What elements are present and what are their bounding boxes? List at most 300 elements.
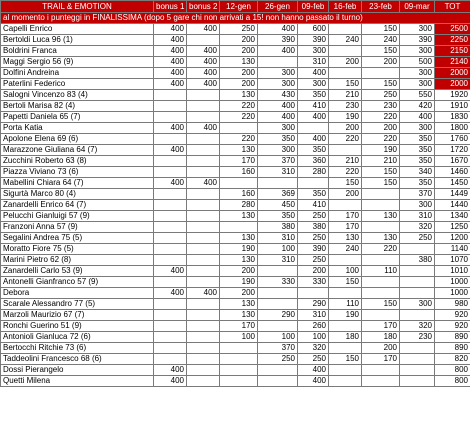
cell-bonus-1[interactable]	[154, 222, 187, 233]
cell-09-mar[interactable]	[400, 376, 435, 387]
cell-name[interactable]: Dolfini Andreina	[1, 68, 154, 79]
cell-bonus-1[interactable]	[154, 310, 187, 321]
cell-bonus-2[interactable]: 400	[187, 46, 220, 57]
cell-name[interactable]: Boldrini Franca	[1, 46, 154, 57]
cell-09-mar[interactable]: 300	[400, 24, 435, 35]
cell-tot[interactable]: 800	[435, 376, 470, 387]
cell-name[interactable]: Zucchini Roberto 63 (8)	[1, 156, 154, 167]
cell-26-gen[interactable]: 310	[258, 233, 298, 244]
cell-09-mar[interactable]: 300	[400, 46, 435, 57]
cell-23-feb[interactable]	[362, 288, 400, 299]
cell-name[interactable]: Segalini Andrea 75 (5)	[1, 233, 154, 244]
cell-09-mar[interactable]: 300	[400, 299, 435, 310]
cell-12-gen[interactable]: 200	[220, 68, 258, 79]
cell-09-mar[interactable]: 350	[400, 156, 435, 167]
cell-26-gen[interactable]: 350	[258, 211, 298, 222]
cell-26-gen[interactable]: 100	[258, 244, 298, 255]
cell-09-feb[interactable]: 350	[298, 145, 329, 156]
cell-name[interactable]: Zanardelli Enrico 64 (7)	[1, 200, 154, 211]
cell-23-feb[interactable]: 200	[362, 343, 400, 354]
cell-23-feb[interactable]: 170	[362, 354, 400, 365]
cell-name[interactable]: Marazzone Giuliana 64 (7)	[1, 145, 154, 156]
cell-tot[interactable]: 1010	[435, 266, 470, 277]
cell-16-feb[interactable]	[329, 376, 362, 387]
cell-26-gen[interactable]	[258, 376, 298, 387]
cell-tot[interactable]: 800	[435, 365, 470, 376]
header-col-09-mar[interactable]: 09-mar	[400, 1, 435, 13]
cell-09-mar[interactable]: 310	[400, 211, 435, 222]
cell-09-mar[interactable]: 350	[400, 145, 435, 156]
cell-09-mar[interactable]	[400, 354, 435, 365]
cell-16-feb[interactable]: 170	[329, 222, 362, 233]
cell-bonus-1[interactable]	[154, 244, 187, 255]
cell-23-feb[interactable]: 180	[362, 332, 400, 343]
cell-23-feb[interactable]: 130	[362, 233, 400, 244]
cell-23-feb[interactable]	[362, 200, 400, 211]
cell-09-feb[interactable]: 100	[298, 332, 329, 343]
cell-12-gen[interactable]: 130	[220, 90, 258, 101]
header-col-23-feb[interactable]: 23-feb	[362, 1, 400, 13]
cell-23-feb[interactable]: 220	[362, 244, 400, 255]
cell-09-mar[interactable]: 320	[400, 321, 435, 332]
cell-09-feb[interactable]: 310	[298, 57, 329, 68]
cell-12-gen[interactable]: 130	[220, 211, 258, 222]
cell-12-gen[interactable]	[220, 222, 258, 233]
cell-09-feb[interactable]	[298, 288, 329, 299]
cell-tot[interactable]: 2000	[435, 79, 470, 90]
cell-name[interactable]: Zanardelli Carlo 53 (9)	[1, 266, 154, 277]
cell-16-feb[interactable]	[329, 200, 362, 211]
header-col-bonus-2[interactable]: bonus 2	[187, 1, 220, 13]
cell-26-gen[interactable]: 400	[258, 101, 298, 112]
cell-tot[interactable]: 2500	[435, 24, 470, 35]
cell-23-feb[interactable]	[362, 277, 400, 288]
cell-09-mar[interactable]: 300	[400, 79, 435, 90]
cell-bonus-2[interactable]	[187, 365, 220, 376]
cell-09-mar[interactable]: 340	[400, 167, 435, 178]
cell-name[interactable]: Salogni Vincenzo 83 (4)	[1, 90, 154, 101]
cell-23-feb[interactable]: 150	[362, 46, 400, 57]
cell-tot[interactable]: 890	[435, 332, 470, 343]
cell-26-gen[interactable]	[258, 299, 298, 310]
cell-bonus-1[interactable]: 400	[154, 288, 187, 299]
cell-09-feb[interactable]: 400	[298, 68, 329, 79]
cell-12-gen[interactable]: 130	[220, 57, 258, 68]
cell-26-gen[interactable]: 400	[258, 112, 298, 123]
cell-bonus-2[interactable]	[187, 343, 220, 354]
cell-16-feb[interactable]: 150	[329, 277, 362, 288]
cell-12-gen[interactable]: 130	[220, 255, 258, 266]
cell-16-feb[interactable]: 170	[329, 211, 362, 222]
cell-name[interactable]: Ronchi Guerino 51 (9)	[1, 321, 154, 332]
cell-bonus-1[interactable]	[154, 233, 187, 244]
cell-23-feb[interactable]: 150	[362, 178, 400, 189]
cell-tot[interactable]: 2140	[435, 57, 470, 68]
cell-09-feb[interactable]: 250	[298, 233, 329, 244]
cell-16-feb[interactable]: 150	[329, 354, 362, 365]
cell-09-mar[interactable]: 370	[400, 189, 435, 200]
cell-12-gen[interactable]: 280	[220, 200, 258, 211]
cell-12-gen[interactable]: 190	[220, 277, 258, 288]
cell-23-feb[interactable]: 130	[362, 211, 400, 222]
cell-16-feb[interactable]	[329, 321, 362, 332]
cell-bonus-2[interactable]	[187, 277, 220, 288]
cell-bonus-2[interactable]	[187, 376, 220, 387]
cell-12-gen[interactable]	[220, 354, 258, 365]
cell-23-feb[interactable]: 150	[362, 167, 400, 178]
cell-bonus-2[interactable]	[187, 189, 220, 200]
cell-12-gen[interactable]: 200	[220, 46, 258, 57]
cell-12-gen[interactable]: 160	[220, 189, 258, 200]
cell-16-feb[interactable]	[329, 343, 362, 354]
cell-bonus-2[interactable]: 400	[187, 24, 220, 35]
cell-tot[interactable]: 980	[435, 299, 470, 310]
cell-26-gen[interactable]: 400	[258, 24, 298, 35]
cell-name[interactable]: Moratto Fiore 75 (5)	[1, 244, 154, 255]
cell-tot[interactable]: 2150	[435, 46, 470, 57]
cell-tot[interactable]: 1440	[435, 200, 470, 211]
cell-12-gen[interactable]: 130	[220, 299, 258, 310]
cell-09-feb[interactable]: 330	[298, 277, 329, 288]
cell-bonus-1[interactable]: 400	[154, 178, 187, 189]
cell-bonus-2[interactable]: 400	[187, 178, 220, 189]
cell-09-feb[interactable]: 310	[298, 310, 329, 321]
cell-23-feb[interactable]: 200	[362, 57, 400, 68]
cell-12-gen[interactable]: 190	[220, 244, 258, 255]
cell-16-feb[interactable]: 220	[329, 167, 362, 178]
cell-26-gen[interactable]: 380	[258, 222, 298, 233]
cell-bonus-2[interactable]: 400	[187, 79, 220, 90]
cell-23-feb[interactable]: 230	[362, 101, 400, 112]
cell-23-feb[interactable]: 240	[362, 35, 400, 46]
cell-name[interactable]: Antonioli Gianluca 72 (6)	[1, 332, 154, 343]
cell-26-gen[interactable]: 310	[258, 255, 298, 266]
cell-12-gen[interactable]	[220, 343, 258, 354]
cell-09-feb[interactable]: 290	[298, 299, 329, 310]
cell-12-gen[interactable]: 200	[220, 79, 258, 90]
cell-bonus-1[interactable]	[154, 277, 187, 288]
cell-tot[interactable]: 1200	[435, 233, 470, 244]
cell-09-mar[interactable]	[400, 277, 435, 288]
cell-09-mar[interactable]	[400, 343, 435, 354]
cell-tot[interactable]: 2250	[435, 35, 470, 46]
cell-23-feb[interactable]	[362, 310, 400, 321]
cell-09-feb[interactable]: 360	[298, 156, 329, 167]
cell-16-feb[interactable]: 220	[329, 134, 362, 145]
cell-bonus-1[interactable]: 400	[154, 376, 187, 387]
cell-09-mar[interactable]	[400, 244, 435, 255]
cell-26-gen[interactable]: 350	[258, 134, 298, 145]
cell-name[interactable]: Pelucchi Gianluigi 57 (9)	[1, 211, 154, 222]
cell-bonus-2[interactable]	[187, 35, 220, 46]
cell-name[interactable]: Bertoldi Luca 96 (1)	[1, 35, 154, 46]
cell-26-gen[interactable]	[258, 57, 298, 68]
cell-bonus-2[interactable]: 400	[187, 288, 220, 299]
cell-bonus-1[interactable]: 400	[154, 365, 187, 376]
header-col-bonus-1[interactable]: bonus 1	[154, 1, 187, 13]
cell-tot[interactable]: 890	[435, 343, 470, 354]
cell-bonus-1[interactable]	[154, 167, 187, 178]
cell-bonus-1[interactable]	[154, 343, 187, 354]
cell-name[interactable]: Porta Katia	[1, 123, 154, 134]
cell-bonus-2[interactable]	[187, 112, 220, 123]
cell-bonus-1[interactable]: 400	[154, 266, 187, 277]
header-col-09-feb[interactable]: 09-feb	[298, 1, 329, 13]
cell-bonus-1[interactable]	[154, 354, 187, 365]
cell-09-mar[interactable]	[400, 266, 435, 277]
cell-tot[interactable]: 1720	[435, 145, 470, 156]
cell-09-mar[interactable]: 380	[400, 255, 435, 266]
cell-tot[interactable]: 1800	[435, 123, 470, 134]
cell-bonus-1[interactable]: 400	[154, 123, 187, 134]
cell-09-feb[interactable]: 250	[298, 211, 329, 222]
cell-name[interactable]: Scarale Alessandro 77 (5)	[1, 299, 154, 310]
cell-23-feb[interactable]: 200	[362, 123, 400, 134]
cell-16-feb[interactable]: 190	[329, 112, 362, 123]
cell-26-gen[interactable]: 310	[258, 167, 298, 178]
cell-bonus-2[interactable]	[187, 211, 220, 222]
cell-09-feb[interactable]: 350	[298, 189, 329, 200]
cell-12-gen[interactable]	[220, 376, 258, 387]
cell-name[interactable]: Piazza Viviano 73 (6)	[1, 167, 154, 178]
cell-16-feb[interactable]: 240	[329, 244, 362, 255]
cell-bonus-2[interactable]	[187, 266, 220, 277]
cell-23-feb[interactable]	[362, 222, 400, 233]
cell-12-gen[interactable]	[220, 123, 258, 134]
cell-bonus-1[interactable]: 400	[154, 79, 187, 90]
cell-23-feb[interactable]: 150	[362, 79, 400, 90]
cell-09-mar[interactable]: 400	[400, 112, 435, 123]
cell-26-gen[interactable]	[258, 365, 298, 376]
cell-23-feb[interactable]: 210	[362, 156, 400, 167]
cell-09-mar[interactable]: 350	[400, 134, 435, 145]
header-col-12-gen[interactable]: 12-gen	[220, 1, 258, 13]
cell-name[interactable]: Marzoli Maurizio 67 (7)	[1, 310, 154, 321]
cell-name[interactable]: Paterlini Federico	[1, 79, 154, 90]
cell-16-feb[interactable]	[329, 288, 362, 299]
cell-tot[interactable]: 820	[435, 354, 470, 365]
cell-12-gen[interactable]: 130	[220, 145, 258, 156]
cell-16-feb[interactable]: 210	[329, 156, 362, 167]
cell-bonus-1[interactable]	[154, 189, 187, 200]
cell-23-feb[interactable]: 190	[362, 145, 400, 156]
cell-name[interactable]: Antonelli Gianfranco 57 (9)	[1, 277, 154, 288]
cell-12-gen[interactable]: 200	[220, 288, 258, 299]
cell-16-feb[interactable]	[329, 68, 362, 79]
cell-09-feb[interactable]: 260	[298, 321, 329, 332]
cell-tot[interactable]: 1670	[435, 156, 470, 167]
cell-09-feb[interactable]: 410	[298, 101, 329, 112]
cell-12-gen[interactable]: 170	[220, 156, 258, 167]
cell-16-feb[interactable]: 200	[329, 189, 362, 200]
cell-26-gen[interactable]: 290	[258, 310, 298, 321]
cell-09-feb[interactable]: 600	[298, 24, 329, 35]
cell-name[interactable]: Taddeolini Francesco 68 (6)	[1, 354, 154, 365]
cell-09-feb[interactable]: 280	[298, 167, 329, 178]
cell-bonus-2[interactable]	[187, 167, 220, 178]
cell-12-gen[interactable]: 200	[220, 266, 258, 277]
cell-bonus-1[interactable]	[154, 134, 187, 145]
cell-tot[interactable]: 1000	[435, 277, 470, 288]
cell-23-feb[interactable]: 220	[362, 134, 400, 145]
cell-bonus-2[interactable]	[187, 255, 220, 266]
cell-26-gen[interactable]: 250	[258, 354, 298, 365]
cell-16-feb[interactable]: 100	[329, 266, 362, 277]
cell-26-gen[interactable]: 300	[258, 145, 298, 156]
cell-bonus-1[interactable]	[154, 112, 187, 123]
cell-12-gen[interactable]: 130	[220, 310, 258, 321]
cell-09-feb[interactable]	[298, 123, 329, 134]
cell-23-feb[interactable]	[362, 365, 400, 376]
cell-23-feb[interactable]	[362, 255, 400, 266]
cell-name[interactable]: Bertocchi Ritchie 73 (6)	[1, 343, 154, 354]
cell-26-gen[interactable]	[258, 288, 298, 299]
cell-26-gen[interactable]: 450	[258, 200, 298, 211]
cell-tot[interactable]: 1449	[435, 189, 470, 200]
cell-bonus-2[interactable]	[187, 244, 220, 255]
banner-cell[interactable]: al momento i punteggi in FINALISSIMA (dopo 5 gare chi non arrivati a 15! non hanno passato il turno)	[1, 13, 470, 24]
cell-bonus-2[interactable]: 400	[187, 57, 220, 68]
cell-09-feb[interactable]: 410	[298, 200, 329, 211]
cell-bonus-1[interactable]	[154, 200, 187, 211]
cell-09-mar[interactable]: 350	[400, 178, 435, 189]
cell-16-feb[interactable]	[329, 365, 362, 376]
cell-bonus-1[interactable]	[154, 211, 187, 222]
cell-23-feb[interactable]: 150	[362, 299, 400, 310]
cell-16-feb[interactable]: 110	[329, 299, 362, 310]
cell-09-feb[interactable]: 300	[298, 46, 329, 57]
cell-26-gen[interactable]: 400	[258, 46, 298, 57]
cell-12-gen[interactable]: 250	[220, 24, 258, 35]
cell-bonus-1[interactable]: 400	[154, 24, 187, 35]
cell-tot[interactable]: 920	[435, 310, 470, 321]
cell-26-gen[interactable]	[258, 266, 298, 277]
cell-26-gen[interactable]: 330	[258, 277, 298, 288]
cell-bonus-1[interactable]	[154, 90, 187, 101]
cell-09-feb[interactable]: 250	[298, 354, 329, 365]
header-col-tot[interactable]: TOT	[435, 1, 470, 13]
cell-16-feb[interactable]: 150	[329, 178, 362, 189]
cell-16-feb[interactable]	[329, 255, 362, 266]
cell-name[interactable]: Maggi Sergio 56 (9)	[1, 57, 154, 68]
cell-name[interactable]: Dossi Pierangelo	[1, 365, 154, 376]
cell-09-feb[interactable]: 250	[298, 255, 329, 266]
cell-26-gen[interactable]: 370	[258, 343, 298, 354]
cell-tot[interactable]: 1920	[435, 90, 470, 101]
cell-bonus-2[interactable]	[187, 222, 220, 233]
cell-tot[interactable]: 920	[435, 321, 470, 332]
cell-09-mar[interactable]: 300	[400, 68, 435, 79]
cell-12-gen[interactable]: 100	[220, 332, 258, 343]
cell-name[interactable]: Quetti Milena	[1, 376, 154, 387]
cell-23-feb[interactable]	[362, 68, 400, 79]
cell-bonus-1[interactable]	[154, 156, 187, 167]
cell-09-mar[interactable]: 500	[400, 57, 435, 68]
cell-tot[interactable]: 1460	[435, 167, 470, 178]
cell-09-mar[interactable]: 230	[400, 332, 435, 343]
cell-23-feb[interactable]	[362, 189, 400, 200]
cell-26-gen[interactable]	[258, 178, 298, 189]
cell-16-feb[interactable]: 200	[329, 57, 362, 68]
cell-26-gen[interactable]: 300	[258, 123, 298, 134]
cell-16-feb[interactable]: 180	[329, 332, 362, 343]
cell-16-feb[interactable]: 230	[329, 101, 362, 112]
cell-name[interactable]: Marini Pietro 62 (8)	[1, 255, 154, 266]
cell-12-gen[interactable]: 220	[220, 112, 258, 123]
cell-bonus-1[interactable]	[154, 299, 187, 310]
cell-tot[interactable]: 1340	[435, 211, 470, 222]
cell-bonus-2[interactable]	[187, 354, 220, 365]
cell-name[interactable]: Capelli Enrico	[1, 24, 154, 35]
cell-16-feb[interactable]	[329, 46, 362, 57]
cell-23-feb[interactable]: 170	[362, 321, 400, 332]
cell-bonus-2[interactable]	[187, 310, 220, 321]
cell-name[interactable]: Mabellini Chiara 64 (7)	[1, 178, 154, 189]
cell-09-feb[interactable]: 400	[298, 134, 329, 145]
cell-26-gen[interactable]: 369	[258, 189, 298, 200]
cell-name[interactable]: Apolone Elena 69 (6)	[1, 134, 154, 145]
cell-09-feb[interactable]	[298, 178, 329, 189]
cell-09-mar[interactable]	[400, 310, 435, 321]
cell-12-gen[interactable]: 220	[220, 134, 258, 145]
cell-26-gen[interactable]: 430	[258, 90, 298, 101]
cell-bonus-2[interactable]	[187, 156, 220, 167]
cell-16-feb[interactable]: 150	[329, 79, 362, 90]
cell-09-feb[interactable]: 380	[298, 222, 329, 233]
cell-bonus-2[interactable]	[187, 332, 220, 343]
cell-tot[interactable]: 1910	[435, 101, 470, 112]
cell-name[interactable]: Franzoni Anna 57 (9)	[1, 222, 154, 233]
cell-09-feb[interactable]: 300	[298, 79, 329, 90]
cell-bonus-1[interactable]	[154, 101, 187, 112]
cell-bonus-1[interactable]: 400	[154, 68, 187, 79]
cell-09-mar[interactable]: 300	[400, 200, 435, 211]
cell-09-mar[interactable]: 420	[400, 101, 435, 112]
cell-26-gen[interactable]: 370	[258, 156, 298, 167]
cell-26-gen[interactable]: 300	[258, 79, 298, 90]
cell-23-feb[interactable]: 220	[362, 112, 400, 123]
cell-bonus-2[interactable]	[187, 134, 220, 145]
cell-bonus-2[interactable]: 400	[187, 68, 220, 79]
cell-09-mar[interactable]: 300	[400, 123, 435, 134]
cell-09-mar[interactable]: 320	[400, 222, 435, 233]
cell-tot[interactable]: 2000	[435, 68, 470, 79]
cell-09-mar[interactable]: 390	[400, 35, 435, 46]
cell-26-gen[interactable]: 100	[258, 332, 298, 343]
cell-bonus-2[interactable]	[187, 200, 220, 211]
cell-09-feb[interactable]: 400	[298, 376, 329, 387]
cell-name[interactable]: Bertoli Marisa 82 (4)	[1, 101, 154, 112]
cell-09-feb[interactable]: 200	[298, 266, 329, 277]
cell-09-feb[interactable]: 350	[298, 90, 329, 101]
cell-09-feb[interactable]: 320	[298, 343, 329, 354]
cell-tot[interactable]: 1760	[435, 134, 470, 145]
cell-23-feb[interactable]: 150	[362, 24, 400, 35]
cell-12-gen[interactable]	[220, 365, 258, 376]
cell-bonus-1[interactable]: 400	[154, 35, 187, 46]
cell-23-feb[interactable]: 250	[362, 90, 400, 101]
cell-09-feb[interactable]: 400	[298, 365, 329, 376]
cell-09-mar[interactable]	[400, 288, 435, 299]
cell-09-mar[interactable]: 550	[400, 90, 435, 101]
cell-16-feb[interactable]: 190	[329, 310, 362, 321]
cell-bonus-2[interactable]	[187, 90, 220, 101]
cell-bonus-1[interactable]: 400	[154, 46, 187, 57]
cell-16-feb[interactable]	[329, 145, 362, 156]
cell-tot[interactable]: 1070	[435, 255, 470, 266]
cell-16-feb[interactable]: 240	[329, 35, 362, 46]
cell-bonus-2[interactable]	[187, 145, 220, 156]
